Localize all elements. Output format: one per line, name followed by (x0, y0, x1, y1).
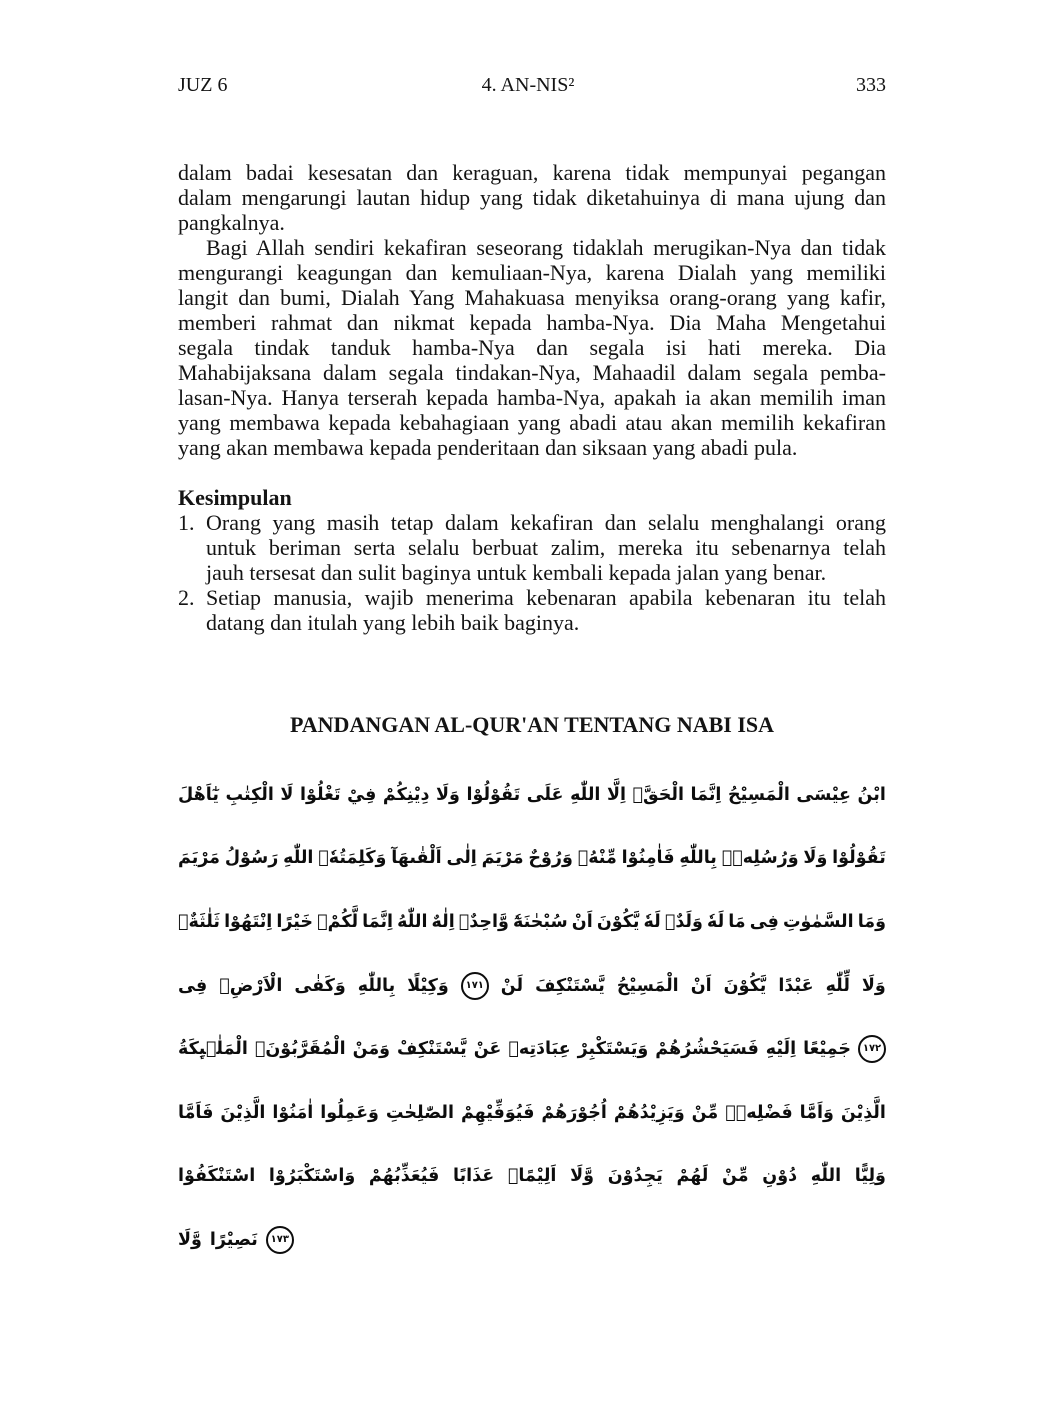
arabic-word: عِبَادَتِهٖ (508, 1039, 571, 1060)
arabic-word: يَّسْتَنْكِفْ (397, 1039, 467, 1060)
arabic-line (178, 763, 886, 827)
text-line: datang dan itulah yang lebih baik baginya. (206, 610, 580, 635)
arabic-word: السَّمٰوٰتِ (782, 911, 854, 932)
arabic-word: فِى (749, 911, 779, 932)
arabic-word: لَهٗ (643, 911, 661, 932)
text-line: jauh tersesat dan sulit baginya untuk kembali kepada jalan yang benar. (206, 560, 827, 585)
arabic-word: اللّٰهِ (810, 1166, 842, 1187)
arabic-word: اللّٰهُ (397, 911, 428, 932)
arabic-word: مِّنْهُۖ (577, 848, 617, 869)
arabic-word: عَلَى (526, 784, 564, 805)
text-line: Bagi Allah sendiri kekafiran seseorang tidaklah merugikan-Nya dan tidak (206, 235, 886, 260)
arabic-word: اِلَيْهِ (765, 1039, 797, 1060)
arabic-word: وَلَا (436, 784, 460, 805)
arabic-word: بِاللّٰهِ (679, 848, 717, 869)
text-line: memberi rahmat dan nikmat kepada hamba-Nya. Dia Maha Mengetahui (178, 310, 886, 335)
arabic-word: وَعَمِلُوا (320, 1102, 379, 1123)
arabic-word: مِّنْ (722, 1166, 749, 1187)
arabic-word: لَّكُمْۗ (317, 911, 359, 932)
arabic-word: تَقُوْلُوْا (832, 848, 886, 869)
arabic-word: وَّاحِدٌۗ (458, 911, 509, 932)
arabic-word: سُبْحٰنَهٗٓ (512, 911, 568, 932)
text-line: segala tindak tanduk hamba-Nya dan segala isi hati mereka. Dia (178, 335, 886, 360)
arabic-word: وَيَزِيْدُهُمْ (613, 1102, 685, 1123)
arabic-line (178, 1145, 886, 1209)
text-line: yang akan membawa kepada penderitaan dan siksaan yang abadi pula. (178, 435, 798, 460)
text-line: mengurangi keagungan dan kemuliaan-Nya, karena Dialah yang memiliki (178, 260, 886, 285)
arabic-word: يَّسْتَنْكِفَ (535, 975, 605, 996)
arabic-word: مَرْيَمَ (178, 848, 221, 869)
arabic-word: اِلٰهٌ (431, 911, 455, 932)
arabic-word: وَلَدٌۘ (664, 911, 703, 932)
text-line: yang membawa kepada kebahagiaan yang abadi atau akan memilih kekafiran (178, 410, 886, 435)
arabic-word: اٰمَنُوْا (272, 1102, 314, 1123)
section-heading: PANDANGAN AL-QUR'AN TENTANG NABI ISA (289, 712, 775, 737)
text-line: lasan-Nya. Hanya terserah kepada hamba-Nya, apakah ia akan memilih iman (178, 385, 886, 410)
text-line: untuk beriman serta selalu berbuat zalim, mereka itu sebenarnya telah (206, 535, 886, 560)
arabic-line (178, 890, 886, 954)
arabic-word: وَيَسْتَكْبِرْ (577, 1039, 649, 1060)
arabic-word: وَكَفٰى (294, 975, 346, 996)
arabic-word: وَرُسُلِهٖۗ (721, 848, 799, 869)
paragraph (178, 160, 886, 235)
arabic-word: الَّذِيْنَ (220, 1102, 266, 1123)
arabic-word: اِنَّمَا (690, 784, 722, 805)
page-number: 333 (856, 74, 886, 96)
arabic-word: مَا (728, 911, 746, 932)
arabic-word: عَذَابًا (453, 1166, 495, 1187)
arabic-word: خَيْرًا (276, 911, 314, 932)
arabic-word: اسْتَنْكَفُوْا (178, 1166, 256, 1187)
arabic-word: لِّلّٰهِ (825, 975, 850, 996)
arabic-word: وَاَمَّا (799, 1102, 834, 1123)
arabic-word: الْكِتٰبِ (225, 784, 274, 805)
arabic-word: الْاَرْضِۗ (219, 975, 283, 996)
arabic-line (178, 954, 886, 1018)
arabic-word: يٰٓاَهْلَ (178, 784, 219, 805)
arabic-word: فَسَيَحْشُرُهُمْ (655, 1039, 759, 1060)
arabic-word: بِاللّٰهِ (357, 975, 396, 996)
arabic-word: جَمِيْعًا (803, 1039, 852, 1060)
arabic-word: لَنْ (500, 975, 524, 996)
arabic-word: ابْنُ (857, 784, 886, 805)
surah-title: 4. AN-NIS² (481, 74, 575, 96)
arabic-word: اِلَّا (606, 784, 626, 805)
arabic-word: الصّٰلِحٰتِ (385, 1102, 454, 1123)
arabic-word: يَّكُوْنَ (596, 911, 640, 932)
body-text (178, 160, 886, 635)
arabic-word: اُجُوْرَهُمْ (541, 1102, 607, 1123)
arabic-word: ثَلٰثَةٌۗ (178, 911, 220, 932)
arabic-word: فِى (178, 975, 208, 996)
arabic-word: اَلْقٰىهَآ (391, 848, 442, 869)
ayah-number-marker: ١٧٣ (266, 1226, 294, 1254)
text-line: Setiap manusia, wajib menerima kebenaran apabila kebenaran itu telah (206, 585, 886, 610)
text-line: dalam mengarungi lautan hidup yang tidak diketahuinya di mana ujung dan (178, 185, 886, 210)
arabic-word: فَضْلِهٖۚ (725, 1102, 793, 1123)
arabic-word: نَصِيْرًا (209, 1229, 258, 1250)
arabic-word: وَاسْتَكْبَرُوْا (268, 1166, 356, 1187)
arabic-word: اللّٰهِ (283, 848, 314, 869)
arabic-word: فَاَمَّا (178, 1102, 214, 1123)
arabic-word: اَنْ (690, 975, 712, 996)
arabic-word: وَّلَا (178, 1229, 202, 1250)
spacer (178, 460, 886, 485)
arabic-word: اِلٰى (446, 848, 477, 869)
arabic-word: دُوْنِ (762, 1166, 798, 1187)
text-line: pangkalnya. (178, 210, 285, 235)
arabic-word: اَلِيْمًاۙ (507, 1166, 557, 1187)
conclusion-list-item (178, 510, 886, 585)
arabic-line (178, 1081, 886, 1145)
arabic-word: وَلَا (803, 848, 828, 869)
arabic-word: تَغْلُوْا (300, 784, 341, 805)
arabic-word: وَلِيًّا (854, 1166, 886, 1187)
list-number: 1. (178, 510, 195, 535)
arabic-word: فَاٰمِنُوْا (621, 848, 675, 869)
arabic-word: اِنَّمَا (362, 911, 394, 932)
arabic-word: فَيُوَفِّيْهِمْ (460, 1102, 535, 1123)
arabic-line (178, 1208, 886, 1272)
juz-label: JUZ 6 (178, 74, 228, 96)
arabic-word: وَلَا (861, 975, 886, 996)
running-header (178, 73, 886, 98)
ayah-number-marker: ١٧٢ (858, 1035, 886, 1063)
arabic-word: وَمَا (857, 911, 886, 932)
arabic-word: فِيْ (347, 784, 377, 805)
arabic-word: الْحَقَّۗ (632, 784, 684, 805)
arabic-word: اَنْ (571, 911, 593, 932)
quran-verses-block (178, 763, 886, 1272)
arabic-word: اِنْتَهُوْا (224, 911, 273, 932)
arabic-word: الْمَسِيْحُ (727, 784, 790, 805)
arabic-line (178, 1017, 886, 1081)
text-line: Orang yang masih tetap dalam kekafiran dan selalu menghalangi orang (206, 510, 886, 535)
arabic-word: عَبْدًا (778, 975, 814, 996)
arabic-word: مَرْيَمَ (481, 848, 524, 869)
text-line: Mahabijaksana dalam segala tindakan-Nya, Mahaadil dalam segala pemba- (178, 360, 886, 385)
arabic-line (178, 827, 886, 891)
text-line: langit dan bumi, Dialah Yang Mahakuasa menyiksa orang-orang yang kafir, (178, 285, 886, 310)
arabic-word: عِيْسَى (796, 784, 851, 805)
arabic-word: رَسُوْلُ (224, 848, 279, 869)
arabic-word: وَكِيْلًا (407, 975, 449, 996)
arabic-word: وَّلَا (570, 1166, 595, 1187)
arabic-word: يَّكُوْنَ (723, 975, 767, 996)
text-line: dalam badai kesesatan dan keraguan, karena tidak mempunyai pegangan (178, 160, 886, 185)
arabic-word: لَهٗ (706, 911, 725, 932)
arabic-word: وَرُوْحٌ (528, 848, 573, 869)
arabic-word: وَكَلِمَتُهٗۚ (318, 848, 387, 869)
arabic-word: مِّنْ (691, 1102, 719, 1123)
arabic-word: لَا (280, 784, 294, 805)
arabic-word: دِيْنِكُمْ (382, 784, 430, 805)
arabic-word: اللّٰهِ (570, 784, 601, 805)
arabic-word: لَهُمْ (676, 1166, 709, 1187)
arabic-word: الْمَلٰۤىِٕكَةُ (178, 1039, 248, 1060)
ayah-number-marker: ١٧١ (461, 972, 489, 1000)
arabic-word: الْمَسِيْحُ (616, 975, 679, 996)
arabic-word: الَّذِيْنَ (840, 1102, 886, 1123)
arabic-word: عَنْ (473, 1039, 502, 1060)
conclusion-heading: Kesimpulan (178, 485, 292, 510)
arabic-word: تَقُوْلُوْا (466, 784, 521, 805)
arabic-word: يَجِدُوْنَ (607, 1166, 663, 1187)
arabic-word: الْمُقَرَّبُوْنَۗ (254, 1039, 346, 1060)
arabic-word: وَمَنْ (352, 1039, 391, 1060)
paragraph (178, 235, 886, 460)
conclusion-list-item (178, 585, 886, 635)
arabic-word: فَيُعَذِّبُهُمْ (368, 1166, 440, 1187)
list-number: 2. (178, 585, 195, 610)
